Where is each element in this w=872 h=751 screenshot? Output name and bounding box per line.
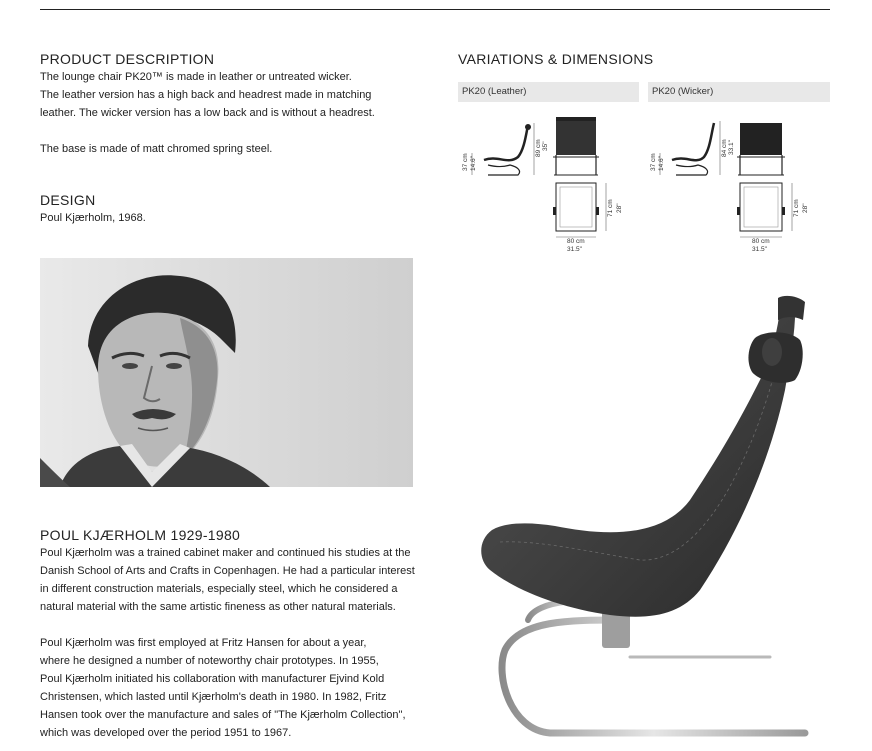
- wicker-seat-height-inch-label: 14.6": [658, 156, 665, 171]
- variant-header-wicker: PK20 (Wicker): [648, 82, 830, 102]
- wicker-total-height-inch-label: 33.1": [728, 140, 735, 155]
- biography-line: Danish School of Arts and Crafts in Copenhagen. He had a particular interest: [40, 565, 415, 577]
- description-line: The leather version has a high back and headrest made in matching: [40, 89, 372, 101]
- biography-line: Hansen took over the manufacture and sales of "The Kjærholm Collection",: [40, 709, 406, 721]
- biography-heading: POUL KJÆRHOLM 1929-1980: [40, 527, 241, 543]
- leather-width-label: 80 cm: [567, 238, 585, 245]
- biography-line: Christensen, which lasted until Kjærholm's death in 1980. In 1982, Fritz: [40, 691, 387, 703]
- variant-header-leather: PK20 (Leather): [458, 82, 639, 102]
- top-divider: [40, 9, 830, 10]
- wicker-dimension-diagram: [648, 105, 830, 255]
- leather-seat-height-inch-label: 14.6": [470, 156, 477, 171]
- biography-line: in different construction materials, especially steel, which he considered a: [40, 583, 398, 595]
- leather-total-height-label: 89 cm: [535, 139, 542, 157]
- wicker-depth-label: 71 cm: [793, 199, 800, 217]
- biography-line: which was developed over the period 1951 to 1967.: [40, 727, 292, 739]
- biography-line: Poul Kjærholm was first employed at Fritz Hansen for about a year,: [40, 637, 367, 649]
- design-text: Poul Kjærholm, 1968.: [40, 212, 146, 224]
- wicker-width-inch-label: 31.5": [752, 246, 767, 253]
- biography-line: natural material with the same artistic fineness as other natural materials.: [40, 601, 396, 613]
- wicker-width-label: 80 cm: [752, 238, 770, 245]
- biography-line: Poul Kjærholm was a trained cabinet maker and continued his studies at the: [40, 547, 411, 559]
- description-line: The base is made of matt chromed spring steel.: [40, 143, 273, 155]
- design-heading: DESIGN: [40, 192, 96, 208]
- leather-seat-height-label: 37 cm: [462, 153, 469, 171]
- biography-text: [40, 544, 420, 742]
- leather-total-height-inch-label: 35": [542, 141, 549, 151]
- leather-width-inch-label: 31.5": [567, 246, 582, 253]
- leather-depth-inch-label: 28": [616, 203, 623, 213]
- biography-line: Poul Kjærholm initiated his collaboration with manufacturer Ejvind Kold: [40, 673, 385, 685]
- leather-depth-label: 71 cm: [607, 199, 614, 217]
- biography-line: where he designed a number of noteworthy chair prototypes. In 1955,: [40, 655, 379, 667]
- wicker-seat-height-label: 37 cm: [650, 153, 657, 171]
- description-line: leather. The wicker version has a low back and is without a headrest.: [40, 107, 375, 119]
- description-line: The lounge chair PK20™ is made in leather or untreated wicker.: [40, 71, 352, 83]
- product-description-heading: PRODUCT DESCRIPTION: [40, 51, 215, 67]
- wicker-depth-inch-label: 28": [802, 203, 809, 213]
- chair-product-photo: [460, 290, 820, 750]
- designer-portrait-photo: [40, 258, 413, 487]
- variations-heading: VARIATIONS & DIMENSIONS: [458, 51, 654, 67]
- wicker-total-height-label: 84 cm: [721, 139, 728, 157]
- leather-dimension-diagram: [458, 105, 639, 255]
- product-description-text: [40, 68, 440, 158]
